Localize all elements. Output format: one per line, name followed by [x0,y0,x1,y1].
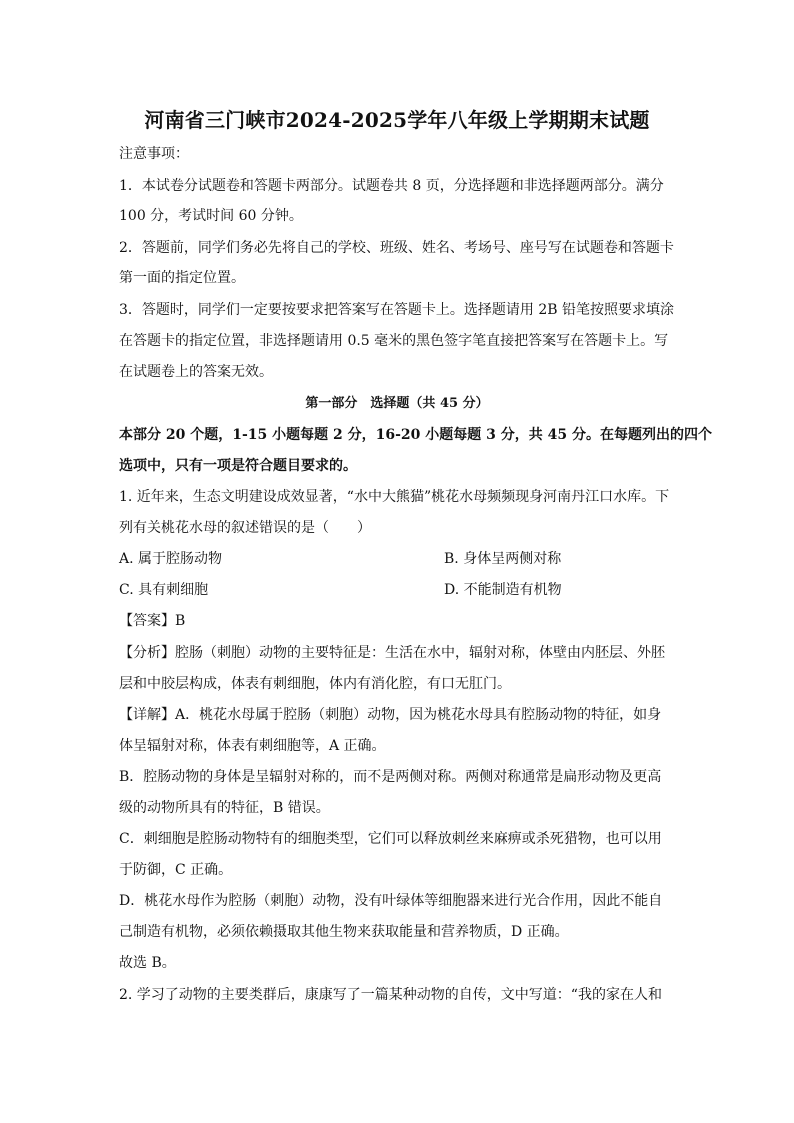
q1-detail-3: B．腔肠动物的身体是呈辐射对称的，而不是两侧对称。两侧对称通常是扁形动物及更高 [119,769,662,785]
q1-detail-5: C．刺细胞是腔肠动物特有的细胞类型，它们可以释放刺丝来麻痹或杀死猎物，也可以用 [119,831,662,847]
q1-detail-6: 于防御，C 正确。 [119,862,233,878]
notice-heading: 注意事项： [119,146,189,162]
q1-stem-1: 1. 近年来，生态文明建设成效显著，“水中大熊猫”桃花水母频频现身河南丹江口水库。下 [119,489,670,505]
q1-option-b: B. 身体呈两侧对称 [444,551,562,567]
notice-line-5: 3．答题时，同学们一定要按要求把答案写在答题卡上。选择题请用 2B 铅笔按照要求填涂 [119,302,675,318]
q1-detail-1: 【详解】A．桃花水母属于腔肠（刺胞）动物，因为桃花水母具有腔肠动物的特征，如身 [119,707,662,723]
q1-analysis-2: 层和中胶层构成，体表有刺细胞，体内有消化腔，有口无肛门。 [119,676,511,692]
notice-line-2: 100 分，考试时间 60 分钟。 [119,208,303,224]
q1-detail-7: D．桃花水母作为腔肠（刺胞）动物，没有叶绿体等细胞器来进行光合作用，因此不能自 [119,893,663,909]
notice-line-6: 在答题卡的指定位置，非选择题请用 0.5 毫米的黑色签字笔直接把答案写在答题卡上。写 [119,333,669,349]
q1-detail-8: 己制造有机物，必须依赖摄取其他生物来获取能量和营养物质，D 正确。 [119,924,569,940]
q1-detail-4: 级的动物所具有的特征，B 错误。 [119,800,330,816]
section-heading: 第一部分 选择题（共 45 分） [305,396,489,411]
section-desc-1: 本部分 20 个题，1-15 小题每题 2 分，16-20 小题每题 3 分，共 45 分。在每题列出的四个 [119,427,712,443]
q2-stem-1: 2. 学习了动物的主要类群后，康康写了一篇某种动物的自传，文中写道：“我的家在人和 [119,987,662,1003]
notice-line-4: 第一面的指定位置。 [119,270,245,286]
q1-option-a: A. 属于腔肠动物 [119,551,223,567]
q1-option-c: C. 具有刺细胞 [119,582,209,598]
page-title: 河南省三门峡市2024-2025学年八年级上学期期末试题 [144,108,650,132]
q1-analysis-1: 【分析】腔肠（刺胞）动物的主要特征是：生活在水中，辐射对称，体壁由内胚层、外胚 [119,645,665,661]
q1-option-d: D. 不能制造有机物 [444,582,562,598]
notice-line-7: 在试题卷上的答案无效。 [119,364,273,380]
section-desc-2: 选项中，只有一项是符合题目要求的。 [119,458,357,474]
q1-answer: 【答案】B [119,613,186,629]
notice-line-3: 2．答题前，同学们务必先将自己的学校、班级、姓名、考场号、座号写在试题卷和答题卡 [119,240,674,256]
q1-conclusion: 故选 B。 [119,955,176,971]
notice-line-1: 1．本试卷分试题卷和答题卡两部分。试题卷共 8 页，分选择题和非选择题两部分。满分 [119,178,664,194]
q1-detail-2: 体呈辐射对称，体表有刺细胞等，A 正确。 [119,738,386,754]
q1-stem-2: 列有关桃花水母的叙述错误的是（ ） [119,520,371,536]
